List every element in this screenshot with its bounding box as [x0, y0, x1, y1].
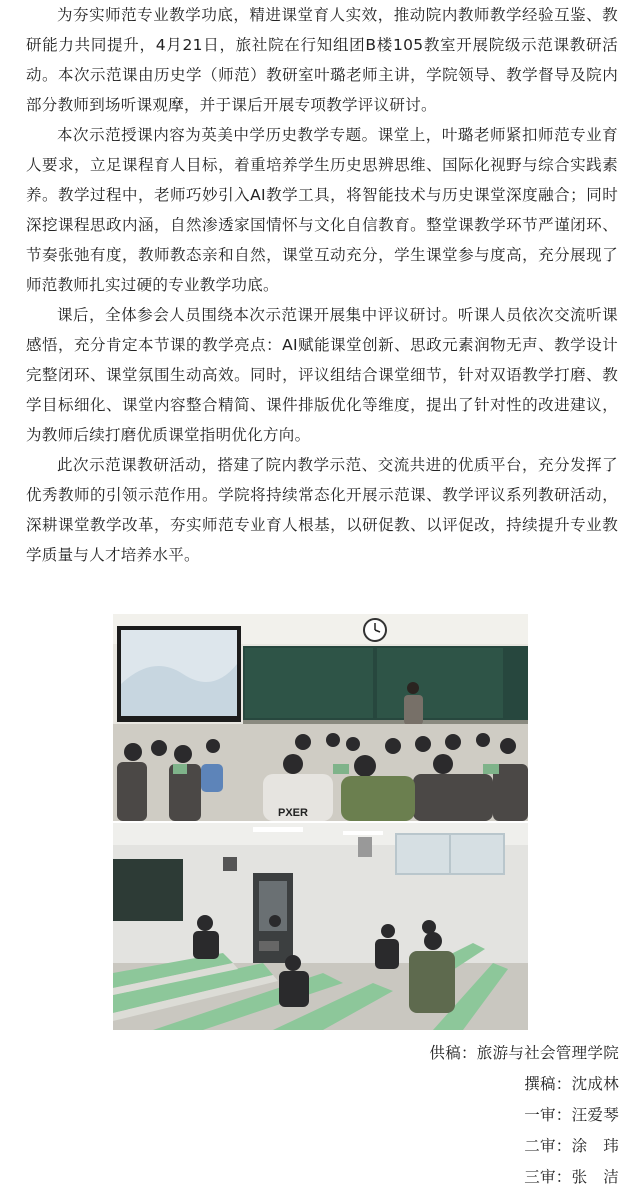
credit-review-1: 一审：汪爱琴: [524, 1106, 619, 1124]
classroom-lecture-photo: [113, 614, 528, 821]
article-paragraph: 为夯实师范专业教学功底，精进课堂育人实效，推动院内教师教学经验互鉴、教研能力共同提升，4月21日，旅社院在行知组团B楼105教室开展院级示范课教研活动。本次示范课由历史学（师范）教研室叶璐老师主讲，学院领导、教学督导及院内部分教师到场听课观摩，并于课后开展专项教学评议研讨。: [26, 6, 618, 114]
credit-review-2: 二审：涂 玮: [524, 1137, 619, 1155]
article-paragraph: 此次示范课教研活动，搭建了院内教学示范、交流共进的优质平台，充分发挥了优秀教师的引领示范作用。学院将持续常态化开展示范课、教学评议系列教研活动，深耕课堂教学改革，夯实师范专业育人根基，以研促教、以评促改，持续提升专业教学质量与人才培养水平。: [26, 456, 618, 564]
article-body: [26, 0, 618, 570]
classroom-discussion-photo: [113, 823, 528, 1030]
credit-source: 供稿：旅游与社会管理学院: [429, 1044, 619, 1062]
credit-author: 撰稿：沈成林: [524, 1075, 619, 1093]
article-paragraph: 课后，全体参会人员围绕本次示范课开展集中评议研讨。听课人员依次交流听课感悟，充分肯定本节课的教学亮点：AI赋能课堂创新、思政元素润物无声、教学设计完整闭环、课堂氛围生动高效。同时，评议组结合课堂细节，针对双语教学打磨、教学目标细化、课堂内容整合精简、课件排版优化等维度，提出了针对性的改进建议，为教师后续打磨优质课堂指明优化方向。: [26, 306, 618, 444]
hoodie-print-text: PXER: [278, 807, 308, 819]
credits-block: [429, 1038, 619, 1193]
article-paragraph: 本次示范授课内容为英美中学历史教学专题。课堂上，叶璐老师紧扣师范专业育人要求，立足课程育人目标，着重培养学生历史思辨思维、国际化视野与综合实践素养。教学过程中，老师巧妙引入AI教学工具，将智能技术与历史课堂深度融合；同时深挖课程思政内涵，自然渗透家国情怀与文化自信教育。整堂课教学环节严谨闭环、节奏张弛有度，教师教态亲和自然，课堂互动充分，学生课堂参与度高，充分展现了师范教师扎实过硬的专业教学功底。: [26, 126, 618, 294]
credit-review-3: 三审：张 洁: [524, 1168, 619, 1186]
